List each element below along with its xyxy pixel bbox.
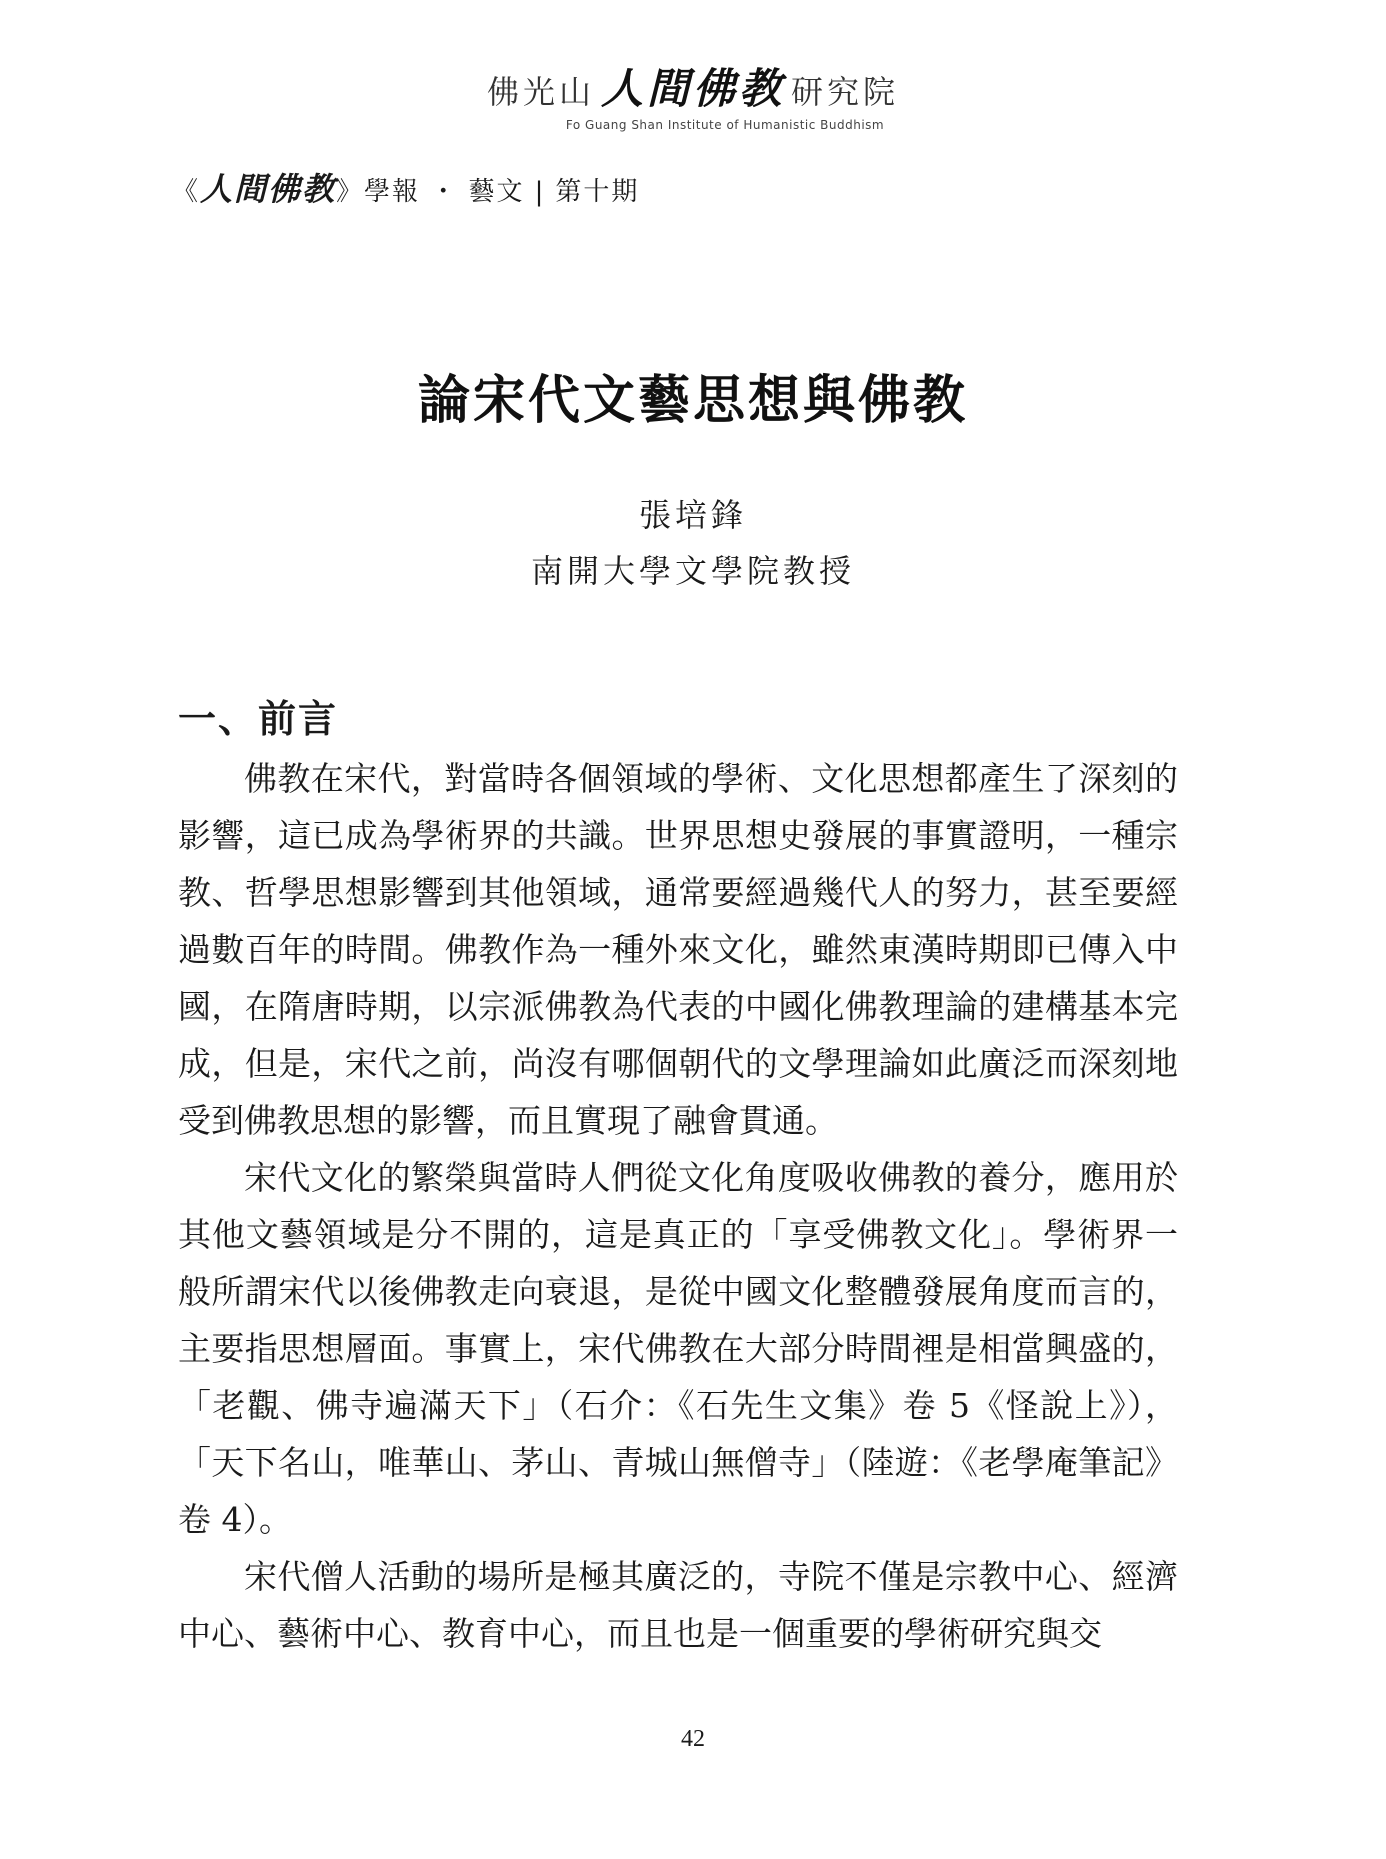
running-head-separator: | bbox=[534, 177, 546, 207]
institute-prefix: 佛光山 bbox=[486, 73, 595, 111]
running-head-brand: 人間佛教 bbox=[200, 170, 337, 208]
institute-header bbox=[0, 56, 1386, 132]
institute-english-name: Fo Guang Shan Institute of Humanistic Buddhism bbox=[565, 118, 885, 132]
section-heading: 一、前言 bbox=[178, 696, 339, 741]
body-paragraph: 宋代文化的繁榮與當時人們從文化角度吸收佛教的養分，應用於其他文藝領域是分不開的，這是真正的「享受佛教文化」。學術界一般所謂宋代以後佛教走向衰退，是從中國文化整體發展角度而言的，主要指思想層面。事實上，宋代佛教在大部分時間裡是相當興盛的，「老觀、佛寺遍滿天下」（石介：《石先生文集》卷 5《怪說上》），「天下名山，唯華山、茅山、青城山無僧寺」（陸遊：《老學庵筆記》卷 4）。 bbox=[178, 1158, 1178, 1539]
page-number: 42 bbox=[681, 1726, 705, 1752]
article-title: 論宋代文藝思想與佛教 bbox=[417, 370, 968, 431]
article-body bbox=[178, 750, 1178, 1662]
running-head-issue: 第十期 bbox=[555, 177, 640, 207]
journal-running-head bbox=[172, 164, 639, 210]
institute-suffix: 研究院 bbox=[791, 73, 900, 111]
article-author: 張培鋒 bbox=[638, 496, 747, 534]
institute-name bbox=[0, 56, 1386, 116]
body-paragraph: 佛教在宋代，對當時各個領域的學術、文化思想都產生了深刻的影響，這已成為學術界的共識。世界思想史發展的事實證明，一種宗教、哲學思想影響到其他領域，通常要經過幾代人的努力，甚至要經過數百年的時間。佛教作為一種外來文化，雖然東漢時期即已傳入中國，在隋唐時期，以宗派佛教為代表的中國化佛教理論的建構基本完成，但是，宋代之前，尚沒有哪個朝代的文學理論如此廣泛而深刻地受到佛教思想的影響，而且實現了融會貫通。 bbox=[178, 759, 1178, 1140]
running-head-journal: 》學報 ・ 藝文 bbox=[336, 177, 525, 207]
body-paragraph: 宋代僧人活動的場所是極其廣泛的，寺院不僅是宗教中心、經濟中心、藝術中心、教育中心，而且也是一個重要的學術研究與交 bbox=[178, 1557, 1178, 1653]
institute-brand-logo: 人間佛教 bbox=[600, 64, 785, 113]
author-affiliation: 南開大學文學院教授 bbox=[530, 552, 855, 590]
running-head-open-bracket: 《 bbox=[172, 177, 201, 207]
